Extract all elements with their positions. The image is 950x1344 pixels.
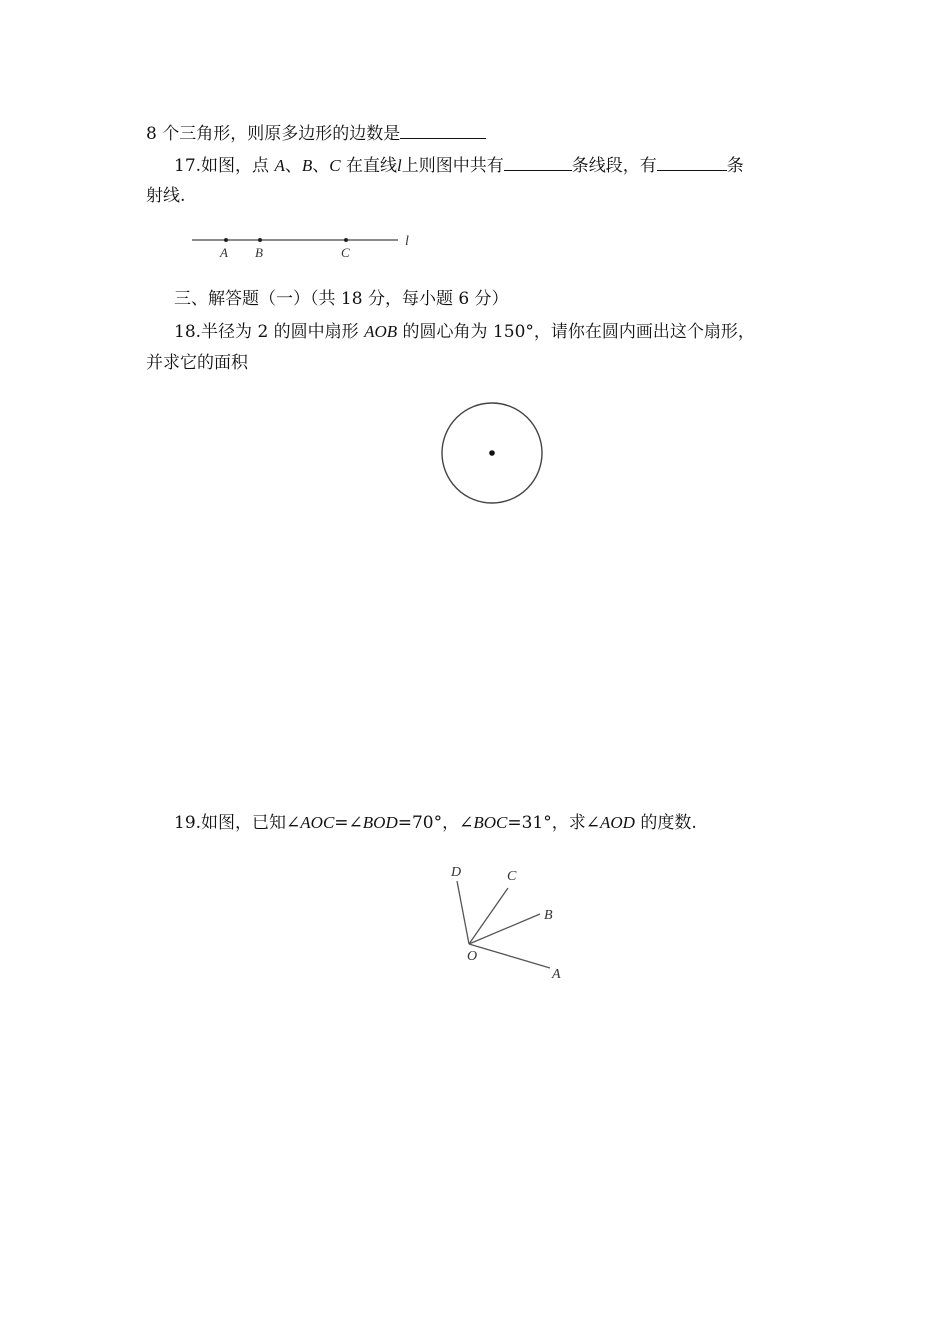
- q17-line-1: [174, 153, 744, 177]
- q18-line2-text: 并求它的面积: [146, 353, 248, 373]
- q18-line-1: [174, 321, 755, 343]
- ray-oa: [469, 944, 550, 968]
- q19-eq3: =31°，求∠: [507, 813, 600, 833]
- q18-line-2: [146, 352, 248, 374]
- section3-heading-text: 三、解答题（一）（共 18 分，每小题 6 分）: [174, 289, 509, 309]
- q19-eq2: =70°，∠: [397, 813, 474, 833]
- q17-mid3: 条线段，有: [571, 156, 657, 176]
- label-c: C: [341, 245, 350, 260]
- label-a: A: [552, 967, 561, 982]
- q17-point-a: A: [274, 156, 285, 175]
- q17-point-c: C: [329, 156, 341, 175]
- q17-mid1: 在直线: [340, 156, 397, 176]
- label-a: A: [220, 245, 228, 260]
- label-b: B: [544, 908, 553, 923]
- q17-prefix: 17.如图，点: [174, 156, 275, 176]
- label-l: l: [405, 234, 409, 249]
- q19-suffix: 的度数.: [634, 813, 697, 833]
- q17-point-b: B: [301, 156, 313, 175]
- q17-tail: 条: [726, 156, 744, 176]
- q17-sep1: 、: [284, 156, 302, 176]
- section3-heading: [174, 288, 509, 310]
- label-c: C: [507, 869, 517, 884]
- q16-answer-blank[interactable]: [400, 121, 486, 139]
- q19-angle-figure: [440, 858, 580, 988]
- point-b: [258, 238, 262, 242]
- q17-line-2: [146, 185, 185, 207]
- q17-line2-text: 射线.: [146, 186, 186, 206]
- label-o: O: [467, 949, 478, 964]
- q19-angle-aoc: AOC: [300, 813, 335, 832]
- label-b: B: [255, 245, 263, 260]
- q19-angle-boc: BOC: [473, 813, 508, 832]
- q17-figure: [185, 226, 425, 266]
- q18-sector-name: AOB: [364, 322, 398, 341]
- ray-od: [457, 881, 469, 944]
- q17-sep2: 、: [312, 156, 330, 176]
- q18-suffix: 的圆心角为 150°，请你在圆内画出这个扇形，: [397, 322, 755, 342]
- q19-angle-bod: BOD: [362, 813, 398, 832]
- q16-line: [146, 121, 486, 145]
- q19-angle-aod: AOD: [599, 813, 635, 832]
- q17-line-l: l: [396, 156, 402, 175]
- label-d: D: [451, 865, 462, 880]
- point-c: [344, 238, 348, 242]
- point-a: [224, 238, 228, 242]
- q18-circle-figure: [430, 392, 554, 516]
- q16-text: 8 个三角形，则原多边形的边数是: [146, 124, 401, 144]
- q19-line: [174, 812, 697, 834]
- q17-segments-blank[interactable]: [504, 153, 572, 171]
- q18-prefix: 18.半径为 2 的圆中扇形: [174, 322, 365, 342]
- circle-center: [489, 450, 495, 456]
- q17-rays-blank[interactable]: [657, 153, 727, 171]
- q17-mid2: 上则图中共有: [401, 156, 504, 176]
- q19-eq1: =∠: [334, 813, 363, 833]
- q19-prefix: 19.如图，已知∠: [174, 813, 301, 833]
